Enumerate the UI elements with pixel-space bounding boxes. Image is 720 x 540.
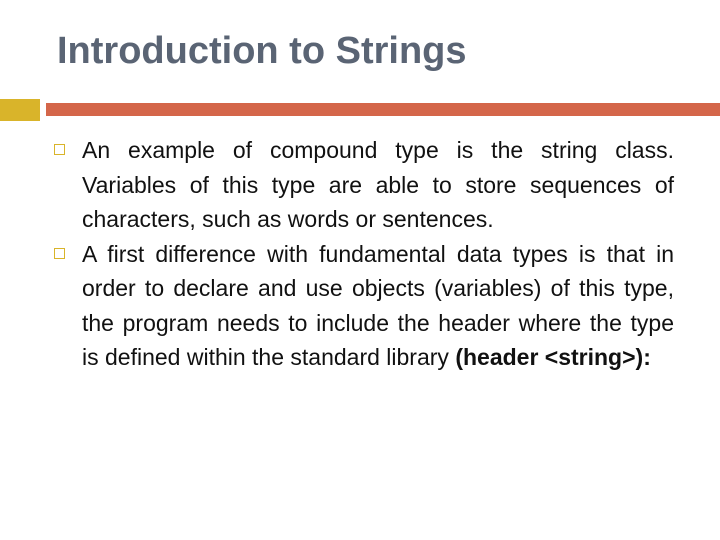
bullet-item-1 xyxy=(54,133,674,237)
title-rule-left-accent xyxy=(0,99,40,121)
square-bullet-icon xyxy=(54,248,65,259)
bullet-text-1: An example of compound type is the string class. Variables of this type are able to store sequences of characters, such as words or sentences. xyxy=(82,137,674,232)
bullet-text-2-bold: (header <string>): xyxy=(455,344,651,370)
bullet-text-2: A first difference with fundamental data types is that in order to declare and use objects (variables) of this type, the program needs to include the header where the type is defined within the standard library xyxy=(82,240,674,370)
bullet-item-2 xyxy=(54,237,674,375)
square-bullet-icon xyxy=(54,144,65,155)
title-rule-bar xyxy=(46,103,720,116)
bullet-list xyxy=(54,133,674,375)
slide-title: Introduction to Strings xyxy=(57,30,467,72)
